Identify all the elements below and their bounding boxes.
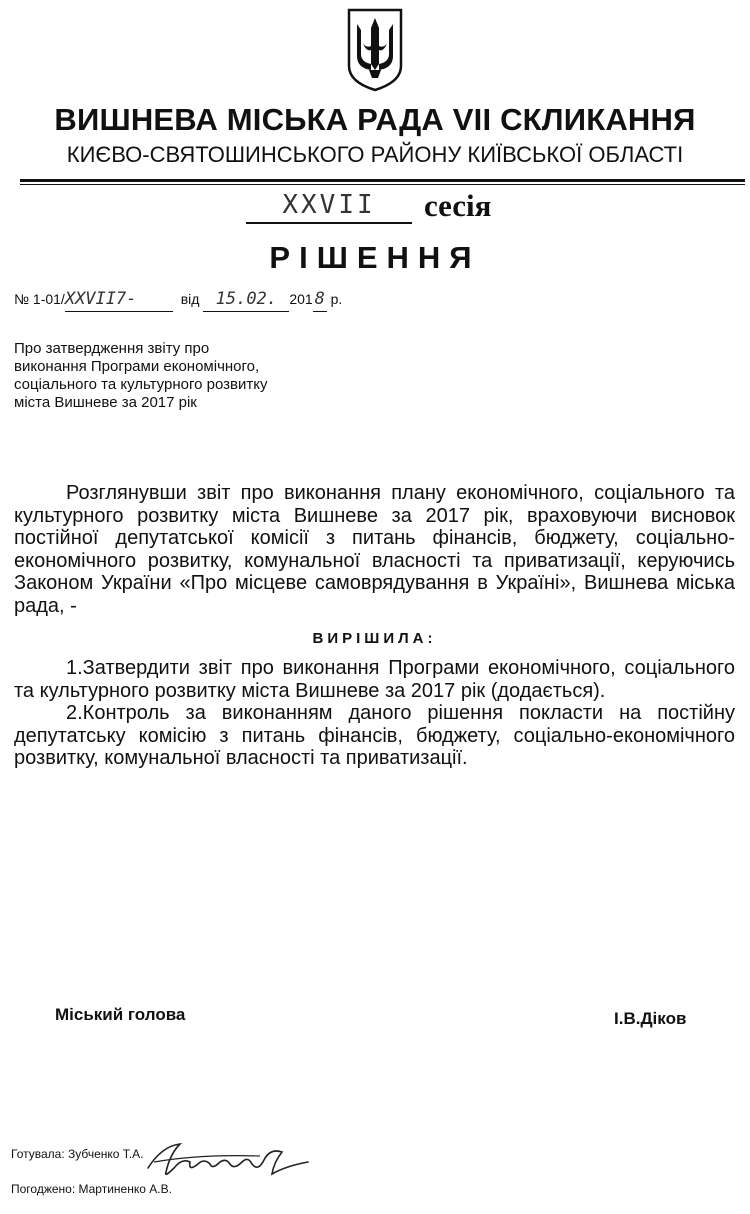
decision-year-digit: 8 xyxy=(313,287,327,312)
subject-line: виконання Програми економічного, xyxy=(14,358,260,375)
trident-coat-of-arms-icon xyxy=(345,6,405,92)
subject-line: соціального та культурного розвитку xyxy=(14,376,268,393)
agreed-by: Погоджено: Мартиненко А.В. xyxy=(11,1182,172,1196)
decision-number-prefix: № 1-01/ xyxy=(14,291,65,307)
resolved-heading: ВИРІШИЛА: xyxy=(312,630,437,647)
resolution-item-2: 2.Контроль за виконанням даного рішення покласти на постійну депутатську комісію з питань фінансів, бюджету, соціально-економічного розвитку, комунальної власності та приватизації. xyxy=(14,702,735,769)
decision-number-value: XXVII7- xyxy=(65,287,173,312)
subject-line: Про затвердження звіту про xyxy=(14,340,210,357)
decision-year-suffix: р. xyxy=(330,291,343,307)
session-label: сесія xyxy=(424,188,492,223)
decision-body xyxy=(14,482,735,770)
resolution-item-1: 1.Затвердити звіт про виконання Програми економічного, соціального та культурного розвитку міста Вишневе за 2017 рік (додається). xyxy=(14,657,735,702)
prepared-by: Готувала: Зубченко Т.А. xyxy=(11,1147,144,1161)
subject-line: міста Вишневе за 2017 рік xyxy=(14,394,197,411)
council-name: ВИШНЕВА МІСЬКА РАДА VII СКЛИКАННЯ xyxy=(54,102,696,137)
decision-date-value: 15.02. xyxy=(203,287,289,312)
header-divider-thin xyxy=(20,184,745,185)
mayor-title: Міський голова xyxy=(55,1005,186,1024)
preamble-paragraph: Розглянувши звіт про виконання плану економічного, соціального та культурного розвитку міста Вишневе за 2017 рік, враховуючи висновок постійної депутатської комісії з питань фінансів, бюджету, соціально-економічного розвитку, комунальної власності та приватизації, керуючись Законом України «Про місцеве самоврядування в Україні», Вишнева міська рада, - xyxy=(14,482,735,617)
decision-subject xyxy=(14,340,308,412)
decision-date-prefix: від xyxy=(180,291,200,307)
district-name: КИЄВО-СВЯТОШИНСЬКОГО РАЙОНУ КИЇВСЬКОЇ ОБЛАСТІ xyxy=(66,142,684,167)
header-divider-thick xyxy=(20,179,745,182)
mayor-name: І.В.Діков xyxy=(614,1009,687,1028)
decision-title: РІШЕННЯ xyxy=(269,240,481,275)
session-number: XXVII xyxy=(246,188,412,224)
handwritten-signature xyxy=(140,1132,315,1184)
decision-number-line xyxy=(14,287,342,312)
decision-year-prefix: 201 xyxy=(289,291,313,307)
